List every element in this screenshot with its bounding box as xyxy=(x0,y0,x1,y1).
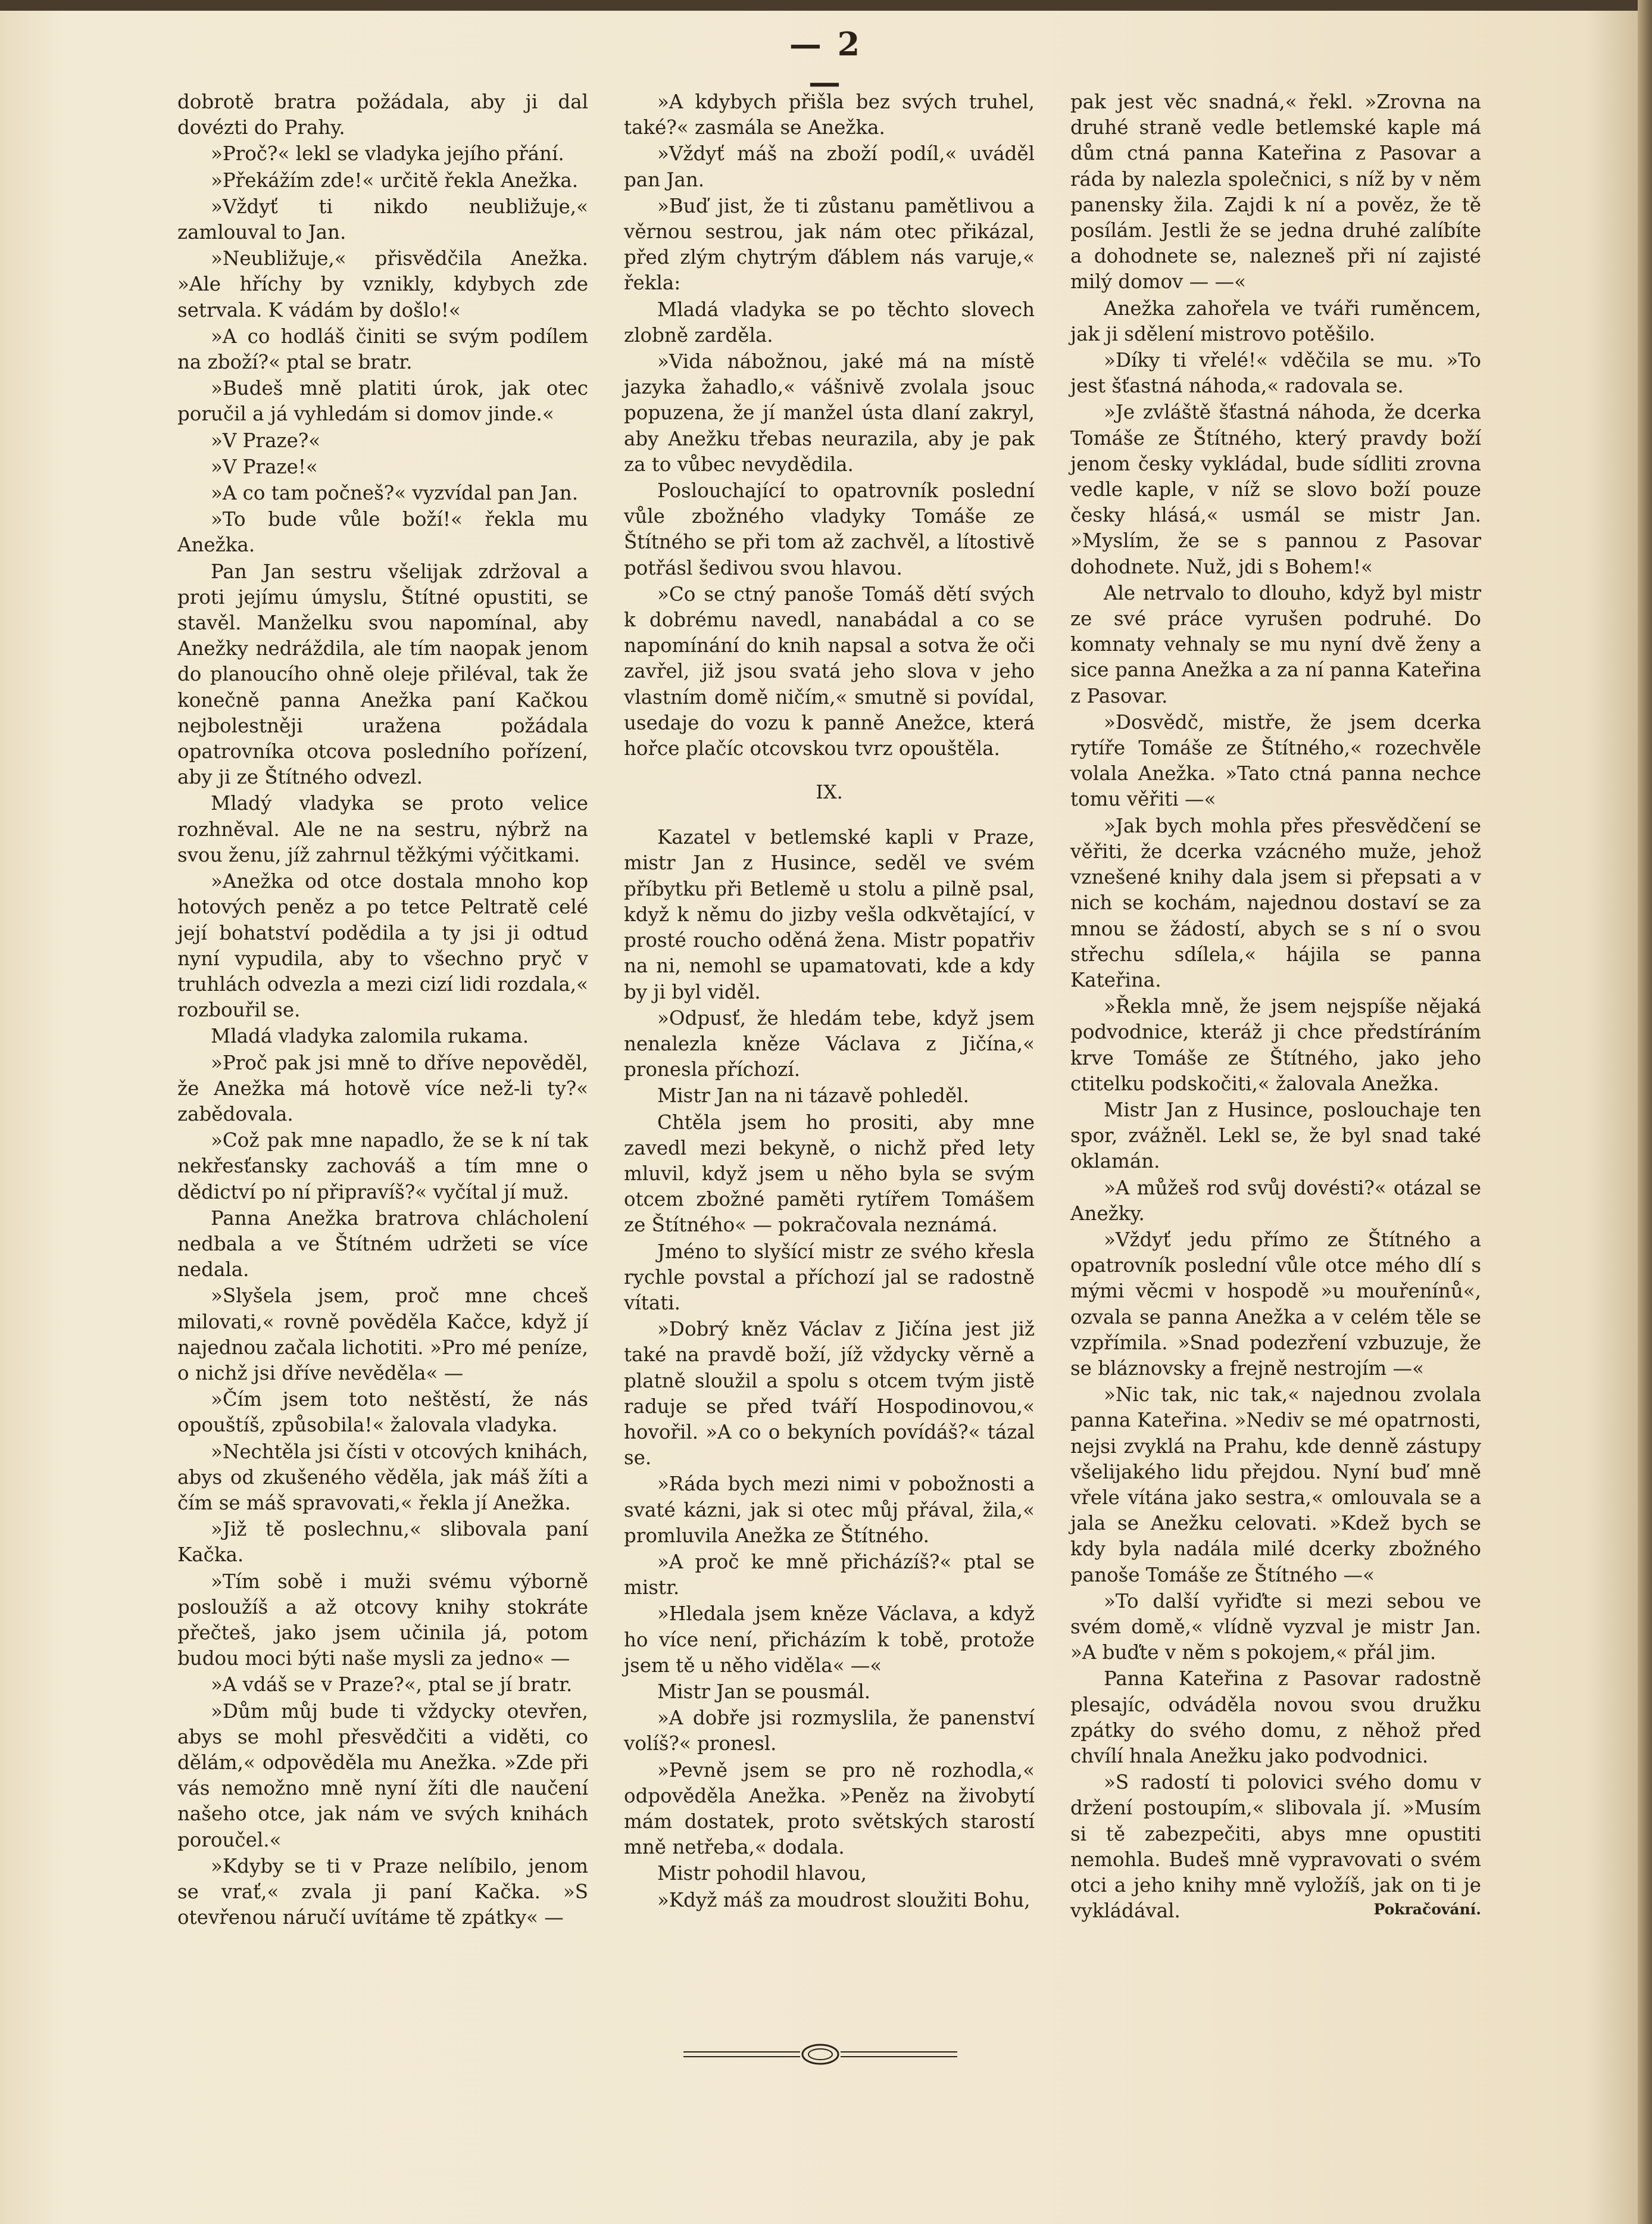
paragraph: »A dobře jsi rozmyslila, že panenství volíš?« pronesl. xyxy=(624,1707,1035,1755)
paragraph: Kazatel v betlemské kapli v Praze, mistr Jan z Husince, seděl ve svém příbytku při Betlemě u stolu a pilně psal, když k němu do jizby vešla odkvětající, v prosté roucho oděná žena. Mistr popatřiv na ni, nemohl se upamatovati, kde a kdy by ji byl viděl. xyxy=(624,826,1035,1003)
paragraph: »V Praze!« xyxy=(211,455,318,478)
text-column-3 xyxy=(1070,89,1481,1923)
paragraph: »Odpusť, že hledám tebe, když jsem nenalezla kněze Václava z Jičína,« pronesla příchozí. xyxy=(624,1006,1035,1081)
paragraph: »Je zvláště šťastná náhoda, že dcerka Tomáše ze Štítného, který pravdy boží jenom česky vykládal, bude sídliti zrovna vedle kaple, v níž se slovo boží pouze česky hlásá,« usmál se mistr Jan. »Myslím, že se s pannou z Pasovar dohodnete. Nuž, jdi s Bohem!« xyxy=(1070,401,1481,578)
paragraph: »A co hodláš činiti se svým podílem na zboží?« ptal se bratr. xyxy=(177,325,588,374)
paragraph: »Slyšela jsem, proč mne chceš milovati,« rovně pověděla Kačce, když jí najednou začala lichotiti. »Pro mé peníze, o nichž jsi dříve nevěděla« — xyxy=(177,1284,588,1384)
paragraph: »Což pak mne napadlo, že se k ní tak nekřesťansky zachováš a tím mne o dědictví po ní připravíš?« vyčítal jí muž. xyxy=(177,1129,588,1203)
paragraph: Mistr Jan se pousmál. xyxy=(657,1680,871,1703)
paragraph: »Vždyť jedu přímo ze Štítného a opatrovník poslední vůle otce mého dlí s mými věcmi v hospodě »u mouřenínů«, ozvala se panna Anežka a v celém těle se vzpřímila. »Snad podezření vzbuzuje, že se bláznovsky a frejně nestrojím —« xyxy=(1070,1228,1481,1380)
paragraph: »V Praze?« xyxy=(211,429,321,452)
paragraph: »A vdáš se v Praze?«, ptal se jí bratr. xyxy=(211,1673,573,1696)
page-top-edge xyxy=(0,0,1652,11)
paragraph: Mladý vladyka se proto velice rozhněval. Ale ne na sestru, nýbrž na svou ženu, jíž zahrnul těžkými výčitkami. xyxy=(177,792,588,866)
paragraph: »To bude vůle boží!« řekla mu Anežka. xyxy=(177,508,588,557)
paragraph: »Buď jist, že ti zůstanu pamětlivou a věrnou sestrou, jak nám otec přikázal, před zlým chytrým ďáblem nás varuje,« řekla: xyxy=(624,194,1035,295)
ornament-divider-icon xyxy=(683,2041,957,2067)
paragraph: »Anežka od otce dostala mnoho kop hotových peněz a po tetce Peltratě celé její bohatství podědila a ty jsi ji odtud nyní vypudila, aby to všechno pryč v truhlách odvezla a mezi cizí lidi rozdala,« rozbouřil se. xyxy=(177,870,588,1022)
paragraph: »Dům můj bude ti vždycky otevřen, abys se mohl přesvědčiti a viděti, co dělám,« odpověděla mu Anežka. »Zde při vás nemožno mně nyní žíti dle naučení našeho otce, jak nám ve svých knihách poroučel.« xyxy=(177,1699,588,1851)
paragraph: »Proč pak jsi mně to dříve nepověděl, že Anežka má hotově více než-li ty?« zabědovala. xyxy=(177,1051,588,1125)
paragraph: Ale netrvalo to dlouho, když byl mistr ze své práce vyrušen podruhé. Do komnaty vehnaly se mu nyní dvě ženy a sice panna Anežka a za ní panna Kateřina z Pasovar. xyxy=(1070,581,1481,707)
paragraph: »A co tam počneš?« vyzvídal pan Jan. xyxy=(211,482,579,505)
paragraph: Anežka zahořela ve tváři ruměncem, jak ji sdělení mistrovo potěšilo. xyxy=(1070,297,1481,345)
paragraph: »Řekla mně, že jsem nejspíše nějaká podvodnice, kteráž ji chce předstíráním krve Tomáše ze Štítného, jako jeho ctitelku podskočiti,« žalovala Anežka. xyxy=(1070,995,1481,1095)
paragraph: »Čím jsem toto neštěstí, že nás opouštíš, způsobila!« žalovala vladyka. xyxy=(177,1388,588,1437)
paragraph: »S radostí ti polovici svého domu v držení postoupím,« slibovala jí. »Musím si tě zabezpečiti, abys mne opustiti nemohla. Budeš mně vypravovati o svém otci a jeho knihy mně vyložíš, jak on ti je vykládával. xyxy=(1070,1771,1481,1923)
text-column-1 xyxy=(177,89,588,1931)
paragraph: »A kdybych přišla bez svých truhel, také?« zasmála se Anežka. xyxy=(624,91,1035,139)
paragraph: »Nechtěla jsi čísti v otcových knihách, abys od zkušeného věděla, jak máš žíti a čím se máš spravovati,« řekla jí Anežka. xyxy=(177,1440,588,1514)
paragraph: »Již tě poslechnu,« slibovala paní Kačka. xyxy=(177,1518,588,1567)
paragraph: Panna Anežka bratrova chlácholení nedbala a ve Štítném udržeti se více nedala. xyxy=(177,1206,588,1281)
paragraph: Panna Kateřina z Pasovar radostně plesajíc, odváděla novou svou družku zpátky do svého domu, z něhož před chvílí hnala Anežku jako podvodnici. xyxy=(1070,1667,1481,1767)
paragraph: »Neubližuje,« přisvědčila Anežka. »Ale hříchy by vznikly, kdybych zde setrvala. K vádám by došlo!« xyxy=(177,247,588,322)
text-column-2 xyxy=(624,89,1035,1914)
paragraph: »Vždyť ti nikdo neubližuje,« zamlouval to Jan. xyxy=(177,195,588,244)
paragraph: Mistr Jan na ni tázavě pohleděl. xyxy=(657,1084,969,1108)
paragraph: »Vida nábožnou, jaké má na místě jazyka žahadlo,« vášnivě zvolala jsouc popuzena, že jí manžel ústa dlaní zakryl, aby Anežku třebas neurazila, aby je pak za to vůbec nevydědila. xyxy=(624,350,1035,476)
paragraph: »Překážím zde!« určitě řekla Anežka. xyxy=(211,169,579,192)
paragraph: »Vždyť máš na zboží podíl,« uváděl pan Jan. xyxy=(624,142,1035,191)
page-binding-edge xyxy=(1638,0,1652,2224)
paragraph: dobrotě bratra požádala, aby ji dal dovézti do Prahy. xyxy=(177,91,588,139)
paragraph: »Jak bych mohla přes přesvědčení se věřiti, že dcerka vzácného muže, jehož vznešené knihy dala jsem si přepsati a v nich se kochám, najednou dostaví se za mnou se žádostí, abych se s ní o svou střechu sdílela,« hájila se panna Kateřina. xyxy=(1070,814,1481,991)
paragraph: »Dobrý kněz Václav z Jičína jest již také na pravdě boží, jíž vždycky věrně a platně sloužil a spolu s otcem tvým jistě raduje se před tváří Hospodinovou,« hovořil. »A co o bekyních povídáš?« tázal se. xyxy=(624,1318,1035,1470)
paragraph: »Budeš mně platiti úrok, jak otec poručil a já vyhledám si domov jinde.« xyxy=(177,377,588,426)
paragraph: Mladá vladyka zalomila rukama. xyxy=(211,1025,529,1048)
paragraph: »Když máš za moudrost sloužiti Bohu, xyxy=(657,1888,1030,1911)
paragraph: »Tím sobě i muži svému výborně posloužíš a až otcovy knihy stokráte přečteš, jako jsem učinila já, potom budou moci býti naše mysli za jedno« — xyxy=(177,1570,588,1670)
paragraph: Chtěla jsem ho prositi, aby mne zavedl mezi bekyně, o nichž před lety mluvil, když jsem u něho byla se svým otcem zbožné paměti rytířem Tomášem ze Štítného« — pokračovala neznámá. xyxy=(624,1111,1035,1237)
paragraph: Mistr pohodil hlavou, xyxy=(657,1862,867,1885)
paragraph: »A proč ke mně přicházíš?« ptal se mistr. xyxy=(624,1550,1035,1599)
paragraph: Mladá vladyka se po těchto slovech zlobně zarděla. xyxy=(624,298,1035,347)
paragraph: »Pevně jsem se pro ně rozhodla,« odpověděla Anežka. »Peněz na živobytí mám dostatek, proto světských starostí mně netřeba,« dodala. xyxy=(624,1758,1035,1859)
page-number: — 2 — xyxy=(789,25,863,101)
paragraph: »Dosvědč, mistře, že jsem dcerka rytíře Tomáše ze Štítného,« rozechvěle volala Anežka. »Tato ctná panna nechce tomu věřiti —« xyxy=(1070,710,1481,811)
paragraph: Mistr Jan z Husince, poslouchaje ten spor, zvážněl. Lekl se, že byl snad také oklamán. xyxy=(1070,1098,1481,1173)
paragraph: »Co se ctný panoše Tomáš dětí svých k dobrému navedl, nanabádal a co se napomínání do knih napsal a sotva že oči zavřel, již jsou svatá jeho slova v jeho vlastním domě ničím,« smutně si povídal, usedaje do vozu k panně Anežce, která hořce plačíc otcovskou tvrz opouštěla. xyxy=(624,582,1035,760)
paragraph: »To další vyřiďte si mezi sebou ve svém domě,« vlídně vyzval je mistr Jan. »A buďte v něm s pokojem,« přál jim. xyxy=(1070,1589,1481,1664)
continuation-note: Pokračování. xyxy=(1373,1901,1481,1919)
paragraph: pak jest věc snadná,« řekl. »Zrovna na druhé straně vedle betlemské kaple má dům ctná panna Kateřina z Pasovar a ráda by nalezla společnici, s níž by v něm panensky žila. Zajdi k ní a pověz, že tě posílám. Jestli že se jedna druhé zalíbíte a dohodnete se, nalezneš při ní zajisté milý domov — —« xyxy=(1070,91,1481,294)
paragraph: »Hledala jsem kněze Václava, a když ho více není, přicházím k tobě, protože jsem tě u něho viděla« —« xyxy=(624,1602,1035,1677)
paragraph: »Kdyby se ti v Praze nelíbilo, jenom se vrať,« zvala ji paní Kačka. »S otevřenou náručí uvítáme tě zpátky« — xyxy=(177,1854,588,1929)
paragraph: »Nic tak, nic tak,« najednou zvolala panna Kateřina. »Nediv se mé opatrnosti, nejsi zvyklá na Prahu, kde denně zástupy všelijakého lidu přejdou. Nyní buď mně vřele vítána jako sestra,« omlouvala se a jala se Anežku celovati. »Kdež bych se kdy byla nadála milé dcerky zbožného panoše Tomáše ze Štítného —« xyxy=(1070,1383,1481,1586)
paragraph: Poslouchající to opatrovník poslední vůle zbožného vladyky Tomáše ze Štítného se při tom až zachvěl, a lítostivě potřásl šedivou svou hlavou. xyxy=(624,479,1035,579)
paragraph: »Ráda bych mezi nimi v pobožnosti a svaté kázni, jak si otec můj přával, žila,« promluvila Anežka ze Štítného. xyxy=(624,1473,1035,1547)
paragraph: »Díky ti vřelé!« vděčila se mu. »To jest šťastná náhoda,« radovala se. xyxy=(1070,349,1481,398)
paragraph: »Proč?« lekl se vladyka jejího přání. xyxy=(211,142,564,166)
paragraph: Jméno to slyšící mistr ze svého křesla rychle povstal a příchozí jal se radostně vítati. xyxy=(624,1240,1035,1314)
paragraph: »A můžeš rod svůj dovésti?« otázal se Anežky. xyxy=(1070,1176,1481,1225)
paragraph: Pan Jan sestru všelijak zdržoval a proti jejímu úmyslu, Štítné opustiti, se stavěl. Manželku svou napomínal, aby Anežky nedráždila, ale tím naopak jenom do planoucího ohně oleje přiléval, tak že konečně panna Anežka paní Kačkou nejbolestněji uražena požádala opatrovníka otcova posledního pořízení, aby ji ze Štítného odvezl. xyxy=(177,560,588,789)
chapter-heading: IX. xyxy=(816,781,843,804)
